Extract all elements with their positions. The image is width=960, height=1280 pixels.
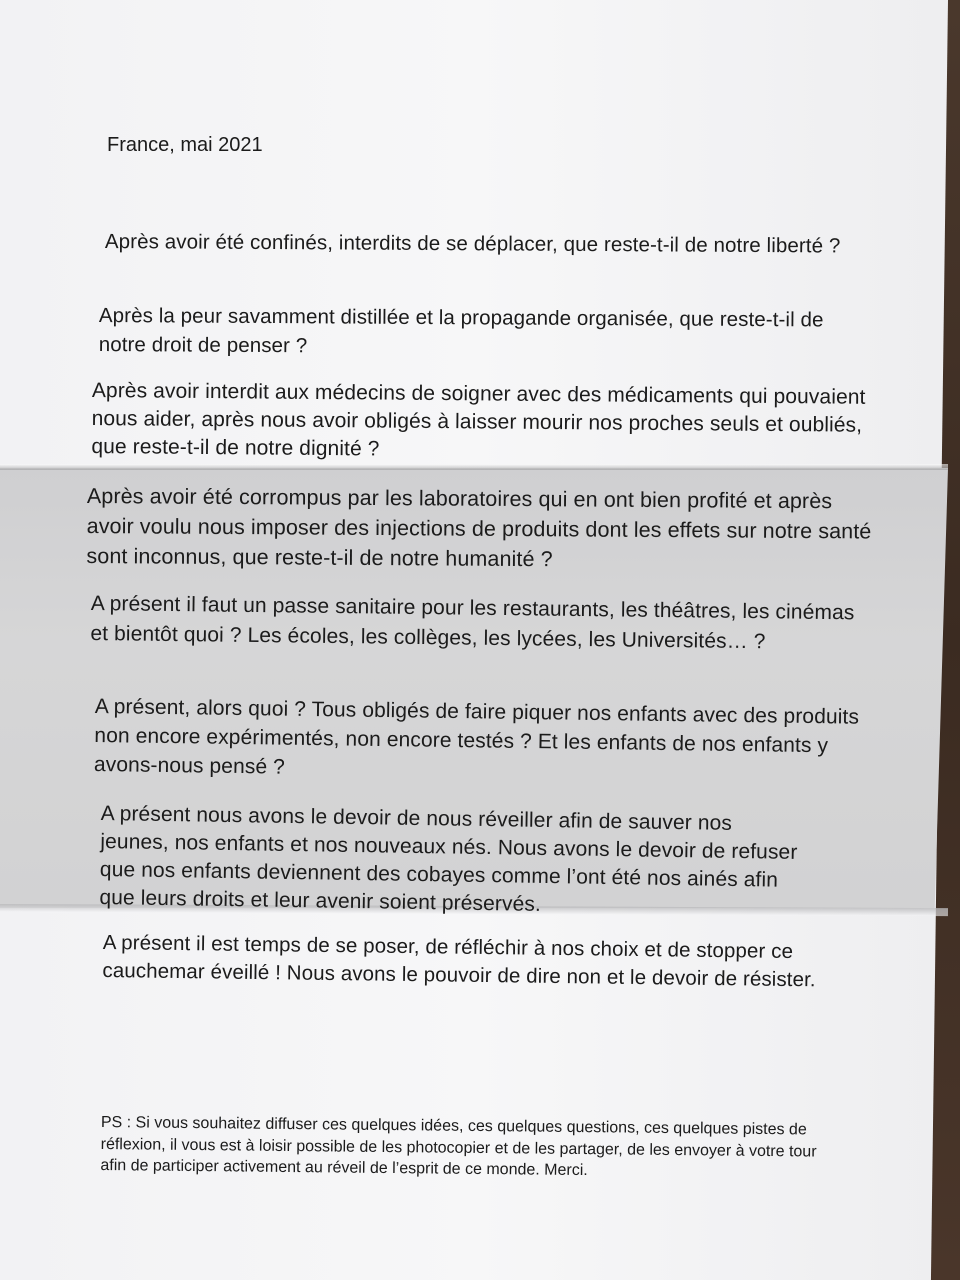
paragraph-thought: Après la peur savamment distillée et la propagande organisée, que reste-t-il de notre droit de penser ? [98,303,824,357]
paragraph-liberty: Après avoir été confinés, interdits de se déplacer, que reste-t-il de notre liberté ? [104,229,841,258]
paragraph-wake-up: A présent nous avons le devoir de nous réveiller afin de sauver nos jeunes, nos enfants et nos nouveaux nés. Nous avons le devoir de refuser que nos enfants deviennent des cobayes comme l’ont été nos ainés afin que leurs droits et leur avenir soient préservés. [99,801,798,916]
paragraph-humanity: Après avoir été corrompus par les laboratoires qui en ont bien profité et après avoir voulu nous imposer des injections de produits dont les effets sur notre santé sont inconnus, que reste-t-il de notre humanité ? [86,483,872,572]
paragraph-children: A présent, alors quoi ? Tous obligés de faire piquer nos enfants avec des produits non encore expérimentés, non encore testés ? Et les enfants de nos enfants y avons-nous pensé ? [93,694,860,779]
paragraph-resist: A présent il est temps de se poser, de réfléchir à nos choix et de stopper ce cauchemar éveillé ! Nous avons le pouvoir de dire non et le devoir de résister. [102,930,816,992]
postscript: PS : Si vous souhaitez diffuser ces quelques idées, ces quelques questions, ces quelques pistes de réflexion, il vous est à loisir possible de les photocopier et de les partager, de les envoyer à votre tour afin de participer activement au réveil de l’esprit de ce monde. Merci. [100,1113,817,1180]
paragraph-dignity: Après avoir interdit aux médecins de soigner avec des médicaments qui pouvaient nous aider, après nous avoir obligés à laisser mourir nos proches seuls et oubliés, que reste-t-il de notre dignité ? [91,378,866,461]
paragraph-sanitary-pass: A présent il faut un passe sanitaire pour les restaurants, les théâtres, les cinémas et bientôt quoi ? Les écoles, les collèges, les lycées, les Universités… ? [90,591,855,654]
letter-date: France, mai 2021 [107,134,263,156]
